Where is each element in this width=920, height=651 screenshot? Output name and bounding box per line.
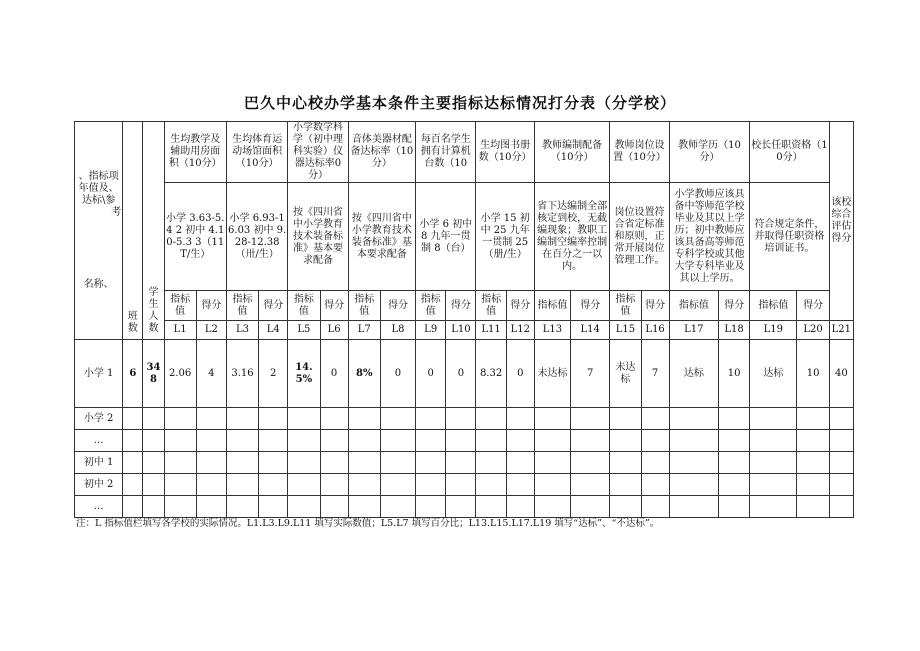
class-count-header: 班数 xyxy=(123,122,143,340)
sub-score-4: 得分 xyxy=(380,291,415,321)
sub-score-1: 得分 xyxy=(196,291,226,321)
sub-value-5: 指标值 xyxy=(416,291,446,321)
school-name: 初中 2 xyxy=(75,474,123,496)
value-cell: 8.32 xyxy=(476,340,506,408)
corner-text-4: 考 xyxy=(111,206,122,218)
criteria-10: 符合规定条件，并取得任职资格培训证书。 xyxy=(750,183,829,291)
indicator-header-5: 每百名学生拥有计算机台数（10 xyxy=(416,122,476,183)
indicator-header-7: 教师编制配备（10分） xyxy=(534,122,609,183)
sub-value-9: 指标值 xyxy=(669,291,718,321)
footnote: 注：L 指标值栏填写各学校的实际情况。L1.L3.L9.L11 填写实际数值；L5.L7 填写百分比；L13.L15.L17.L19 填写“达标”、“不达标”。 xyxy=(76,518,660,529)
code-cell: L17 xyxy=(669,321,718,340)
sub-label-row xyxy=(75,291,854,321)
table-row xyxy=(75,340,854,408)
table-row xyxy=(75,408,854,430)
sub-score-8: 得分 xyxy=(641,291,669,321)
code-cell: L16 xyxy=(641,321,669,340)
sub-value-6: 指标值 xyxy=(476,291,506,321)
score-cell: 7 xyxy=(571,340,610,408)
student-count: 348 xyxy=(143,340,164,408)
sub-score-3: 得分 xyxy=(320,291,348,321)
criteria-1: 小学 3.63-5.4 2 初中 4.10-5.3 3（11T/生） xyxy=(164,183,226,291)
indicator-header-10: 校长任职资格（10分） xyxy=(750,122,829,183)
sub-score-2: 得分 xyxy=(259,291,288,321)
criteria-7: 省下达编制全部核定到校，无截编现象；教职工编制空编率控制在百分之一以内。 xyxy=(534,183,609,291)
sub-value-10: 指标值 xyxy=(750,291,797,321)
indicator-header-9: 教师学历（10分） xyxy=(669,122,750,183)
code-cell: L20 xyxy=(797,321,829,340)
value-cell: 3.16 xyxy=(226,340,258,408)
sub-score-10: 得分 xyxy=(797,291,829,321)
criteria-8: 岗位设置符合省定标准和原则，正常开展岗位管理工作。 xyxy=(610,183,669,291)
sub-value-7: 指标值 xyxy=(534,291,570,321)
score-cell: 4 xyxy=(196,340,226,408)
corner-name-label: 名称、 xyxy=(83,278,114,290)
total-score-cell: 40 xyxy=(829,340,853,408)
score-cell: 7 xyxy=(641,340,669,408)
value-cell: 未达标 xyxy=(610,340,641,408)
code-cell: L18 xyxy=(719,321,750,340)
code-cell: L21 xyxy=(829,321,853,340)
class-count: 6 xyxy=(123,340,143,408)
corner-text-3: 达标\参 xyxy=(81,194,116,206)
indicator-header-6: 生均图书册数（10分） xyxy=(476,122,534,183)
score-cell: 0 xyxy=(380,340,415,408)
value-cell: 达标 xyxy=(750,340,797,408)
criteria-2: 小学 6.93-16.03 初中 9.28-12.38（卅/生） xyxy=(226,183,287,291)
code-cell: L9 xyxy=(416,321,446,340)
sub-value-2: 指标值 xyxy=(226,291,258,321)
code-cell: L2 xyxy=(196,321,226,340)
school-name: 初中 1 xyxy=(75,452,123,474)
school-name: 小学 1 xyxy=(75,340,123,408)
code-cell: L4 xyxy=(259,321,288,340)
sub-value-3: 指标值 xyxy=(288,291,320,321)
corner-header-cell xyxy=(75,122,123,340)
criteria-9: 小学教师应该具备中等师范学校毕业及其以上学历；初中教师应该具备高等师范专科学校或其他大学专科毕业及其以上学历。 xyxy=(669,183,750,291)
table-row xyxy=(75,474,854,496)
code-row xyxy=(75,321,854,340)
corner-text-1: 、指标项 xyxy=(78,170,119,182)
score-cell: 0 xyxy=(320,340,348,408)
code-cell: L11 xyxy=(476,321,506,340)
value-cell: 0 xyxy=(416,340,446,408)
value-cell: 14.5% xyxy=(288,340,320,408)
code-cell: L19 xyxy=(750,321,797,340)
indicator-header-3: 小学数学科学（初中理科实验）仪器达标率0分） xyxy=(288,122,348,183)
value-cell: 8% xyxy=(348,340,380,408)
student-count-header: 学生人数 xyxy=(143,122,164,340)
score-cell: 0 xyxy=(506,340,534,408)
school-name: 小学 2 xyxy=(75,408,123,430)
code-cell: L14 xyxy=(571,321,610,340)
code-cell: L1 xyxy=(164,321,196,340)
sub-value-8: 指标值 xyxy=(610,291,641,321)
final-score-header: 该校综合评估得分 xyxy=(829,122,853,321)
page-title: 巴久中心校办学基本条件主要指标达标情况打分表（分学校） xyxy=(243,94,676,112)
code-cell: L5 xyxy=(288,321,320,340)
code-cell: L12 xyxy=(506,321,534,340)
value-cell: 2.06 xyxy=(164,340,196,408)
sub-score-7: 得分 xyxy=(571,291,610,321)
criteria-3: 按《四川省中小学教育技术装备标准》基本要求配备 xyxy=(288,183,348,291)
score-cell: 2 xyxy=(259,340,288,408)
code-cell: L6 xyxy=(320,321,348,340)
sub-value-4: 指标值 xyxy=(348,291,380,321)
score-table xyxy=(74,121,854,518)
corner-text-2: 年值及、 xyxy=(78,182,119,194)
sub-score-5: 得分 xyxy=(446,291,476,321)
code-cell: L8 xyxy=(380,321,415,340)
indicator-header-4: 音体美器材配备达标率（10分） xyxy=(348,122,415,183)
sub-value-1: 指标值 xyxy=(164,291,196,321)
criteria-6: 小学 15 初中 25 九年一贯制 25（册/生） xyxy=(476,183,534,291)
code-cell: L7 xyxy=(348,321,380,340)
code-cell: L3 xyxy=(226,321,258,340)
code-cell: L10 xyxy=(446,321,476,340)
sub-score-6: 得分 xyxy=(506,291,534,321)
indicator-header-2: 生均体育运动场馆面积（10分） xyxy=(226,122,287,183)
sub-score-9: 得分 xyxy=(719,291,750,321)
score-cell: 10 xyxy=(719,340,750,408)
criteria-4: 按《四川省中小学教育技术装备标准》基本要求配备 xyxy=(348,183,415,291)
score-cell: 10 xyxy=(797,340,829,408)
score-cell: 0 xyxy=(446,340,476,408)
indicator-header-8: 教师岗位设置（10分） xyxy=(610,122,669,183)
school-name: … xyxy=(75,430,123,452)
criteria-5: 小学 6 初中 8 九年一贯制 8（台） xyxy=(416,183,476,291)
school-name: … xyxy=(75,496,123,518)
value-cell: 达标 xyxy=(669,340,718,408)
table-row xyxy=(75,430,854,452)
code-cell: L13 xyxy=(534,321,570,340)
table-row xyxy=(75,452,854,474)
code-cell: L15 xyxy=(610,321,641,340)
value-cell: 未达标 xyxy=(534,340,570,408)
indicator-header-1: 生均教学及辅助用房面积（10分） xyxy=(164,122,226,183)
